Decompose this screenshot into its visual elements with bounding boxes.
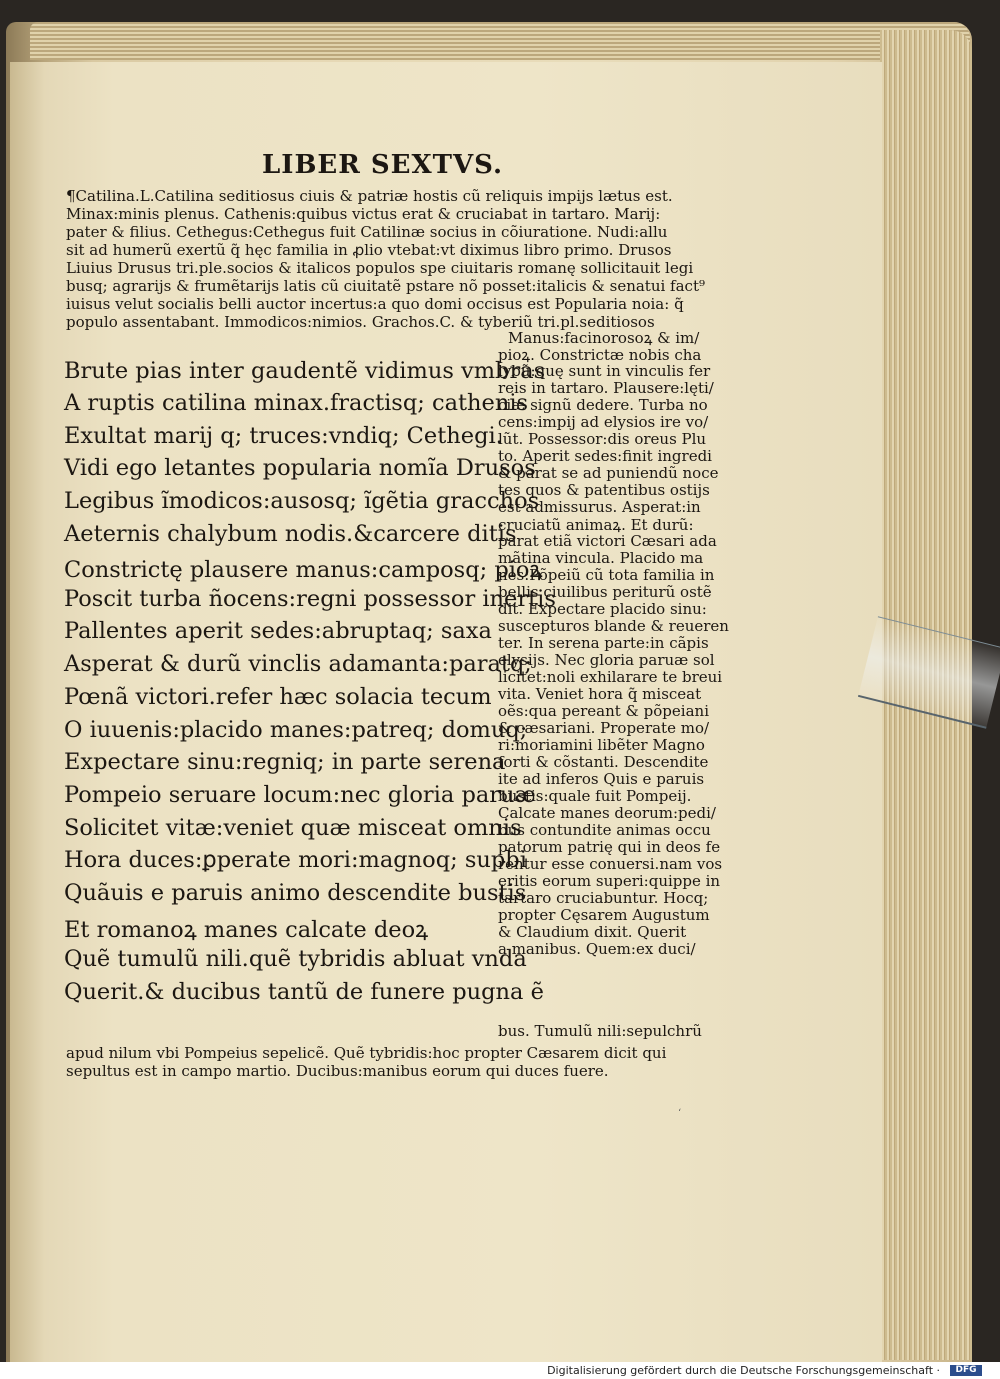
commentary-line: populo assentabant. Immodicos:nimios. Grachos.C. & tyberiũ tri.pl.seditiosos [66,313,655,331]
commentary-line: mãtina vincula. Placido ma [498,549,704,567]
verse-line: Vidi ego letantes popularia nomĩa Drusos [64,455,536,481]
commentary-line: iuisus velut socialis belli auctor incertus:a quo domi occisus est Popularia noia: q̃ [66,295,684,313]
verse-line: Quẽ tumulũ nili.quẽ tybridis abluat vnda [64,946,527,972]
commentary-line: lũt. Possessor:dis oreus Plu [498,430,707,448]
commentary-line: suscepturos blande & reueren [498,617,729,635]
verse-line: Solicitet vitæ:veniet quæ misceat omnis [64,815,522,841]
commentary-line: pioꝝ. Constrictæ nobis cha [498,346,702,364]
commentary-line: tartaro cruciabuntur. Hocq; [498,889,709,907]
commentary-line: bus. Tumulũ nili:sepulchrũ [498,1022,702,1040]
commentary-line: & parat se ad puniendũ noce [498,464,719,482]
commentary-line: forti & cõstanti. Descendite [498,753,709,771]
page-heading: LIBER SEXTVS. [262,150,504,180]
verse-line: Hora duces:ꝑperate mori:magnoq; supbi [64,847,527,873]
commentary-line: ri:moriamini libẽter Magno [498,736,705,754]
page-top-edges [30,22,970,60]
commentary-line: & Claudium dixit. Querit [498,923,687,941]
verse-line: Asperat & durũ vinclis adamanta:paratq; [64,651,532,677]
commentary-line: ter. In serena parte:in cãpis [498,634,709,652]
commentary-line: est admissurus. Asperat:in [498,498,701,516]
commentary-line: oẽs:qua pereant & põpeiani [498,702,709,720]
verse-line: Constrictę plausere manus:camposq; pioꝝ [64,557,543,583]
commentary-line: bus contundite animas occu [498,821,711,839]
commentary-line: vita. Veniet hora q̃ misceat [498,685,702,703]
commentary-line: tes quos & patentibus ostijs [498,481,710,499]
commentary-line: sit ad humerũ exertũ q̃ hęc familia in ꝓlio vtebat:vt diximus libro primo. Drusos [66,241,672,259]
commentary-line: to. Aperit sedes:finit ingredi [498,447,712,465]
commentary-line: & cæsariani. Properate mo/ [498,719,710,737]
commentary-line: licitet:noli exhilarare te breui [498,668,723,686]
commentary-line: eritis eorum superi:quippe in [498,872,721,890]
verse-line: Expectare sinu:regniq; in parte serena [64,749,506,775]
commentary-line: parat etiã victori Cæsari ada [498,532,717,550]
commentary-line: cruciatũ animaꝝ. Et durũ: [498,516,694,534]
commentary-line: reis in tartaro. Plausere:lęti/ [498,379,714,397]
commentary-line: busq; agrarijs & frumẽtarijs latis cũ ciuitatẽ pstare nõ posset:italicis & senatui fact⁹ [66,277,705,295]
verse-line: Et romanoꝝ manes calcate deoꝝ [64,917,429,943]
commentary-line: ¶Catilina.L.Catilina seditiosus ciuis & patriæ hostis cũ reliquis impijs lætus est. [66,187,673,205]
verse-line: Brute pias inter gaudentẽ vidimus vmbras [64,358,546,384]
commentary-line: ciæ signũ dedere. Turba no [498,396,708,414]
commentary-line: bellis ciuilibus periturũ ostẽ [498,583,712,601]
commentary-line: Calcate manes deorum:pedi/ [498,804,716,822]
verse-line: Quãuis e paruis animo descendite bustis [64,880,527,906]
verse-line: O iuuenis:placido manes:patreq; domuq; [64,717,528,743]
commentary-line: elysijs. Nec gloria paruæ sol [498,651,715,669]
commentary-line: a manibus. Quem:ex duci/ [498,940,696,958]
footer-bar [0,1362,1000,1379]
verse-line: Poscit turba ñocens:regni possessor inertis [64,586,556,612]
commentary-line: lybũ:quę sunt in vinculis fer [498,362,711,380]
verse-line: Aeternis chalybum nodis.&carcere ditis [64,521,517,547]
commentary-line: Liuius Drusus tri.ple.socios & italicos populos spe ciuitaris romanę sollicitauit legi [66,259,694,277]
verse-line: Querit.& ducibus tantũ de funere pugna ẽ [64,979,544,1005]
commentary-line: sepultus est in campo martio. Ducibus:manibus eorum qui duces fuere. [66,1062,609,1080]
commentary-line: apud nilum vbi Pompeius sepelicẽ. Quẽ tybridis:hoc propter Cæsarem dicit qui [66,1044,667,1062]
verse-line: Pœnã victori.refer hæc solacia tecum [64,684,492,710]
book-page [10,62,882,1362]
commentary-line: Minax:minis plenus. Cathenis:quibus victus erat & cruciabat in tartaro. Marij: [66,205,661,223]
verse-line: A ruptis catilina minax.fractisq; cathenis [64,390,529,416]
commentary-line: rentur esse conuersi.nam vos [498,855,723,873]
funding-credit: Digitalisierung gefördert durch die Deutsche Forschungsgemeinschaft · [547,1364,940,1377]
commentary-line: Manus:facinorosoꝝ & im/ [508,329,700,347]
commentary-line: pater & filius. Cethegus:Cethegus fuit Catilinæ socius in cõiuratione. Nudi:allu [66,223,668,241]
commentary-line: patorum patrię qui in deos fe [498,838,721,856]
commentary-line: bustis:quale fuit Pompeij. [498,787,692,805]
dfg-logo: DFG [950,1365,982,1376]
commentary-line: propter Cęsarem Augustum [498,906,710,924]
verse-line: Pallentes aperit sedes:abruptaq; saxa [64,618,492,644]
commentary-line: cens:impij ad elysios ire vo/ [498,413,709,431]
commentary-line: ite ad inferos Quis e paruis [498,770,705,788]
commentary-line: nes:Põpeiũ cũ tota familia in [498,566,715,584]
verse-line: Pompeio seruare locum:nec gloria paruæ [64,782,536,808]
margin-mark: ʻ [678,1108,682,1119]
verse-line: Exultat marij q; truces:vndiq; Cethegi. [64,423,503,449]
verse-line: Legibus ĩmodicos:ausosq; ĩgẽtia gracchos [64,488,540,514]
commentary-line: dit. Expectare placido sinu: [498,600,707,618]
